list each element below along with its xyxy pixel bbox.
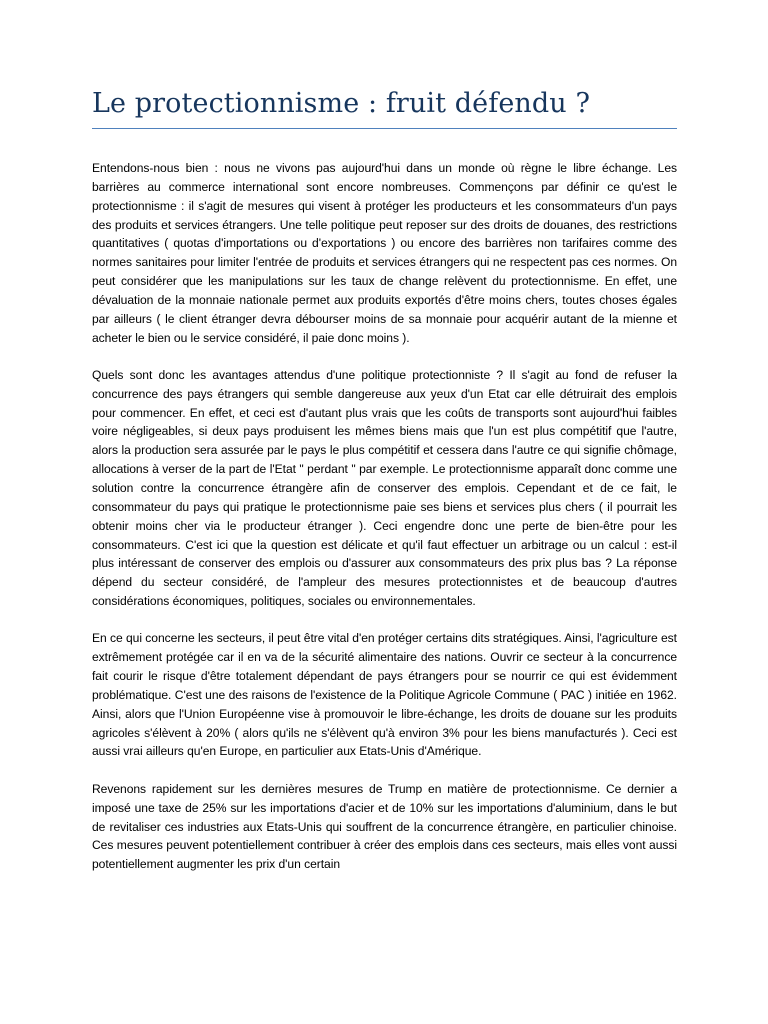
paragraph-definition: Entendons-nous bien : nous ne vivons pas aujourd'hui dans un monde où règne le libre échange. Les barrières au commerce international sont encore nombreuses. Commençons par définir ce qu'est le protectionnisme : il s'agit de mesures qui visent à protéger les producteurs et les consommateurs d'un pays des produits et services étrangers. Une telle politique peut reposer sur des droits de douanes, des restrictions quantitatives ( quotas d'importations ou d'exportations ) ou encore des barrières non tarifaires comme des normes sanitaires pour limiter l'entrée de produits et services étrangers qui ne respectent pas ces normes. On peut considérer que les manipulations sur les taux de change relèvent du protectionnisme. En effet, une dévaluation de la monnaie nationale permet aux produits exportés d'être moins chers, toutes choses égales par ailleurs ( le client étranger devra débourser moins de sa monnaie pour acquérir autant de la mienne et acheter le bien ou le service considéré, il paie donc moins ). <box>92 161 677 345</box>
paragraph-sectors: En ce qui concerne les secteurs, il peut être vital d'en protéger certains dits stratégiques. Ainsi, l'agriculture est extrêmement protégée car il en va de la sécurité alimentaire des nations. Ouvrir ce secteur à la concurrence fait courir le risque d'être totalement dépendant de pays étrangers pour se nourrir ce qui est évidemment problématique. C'est une des raisons de l'existence de la Politique Agricole Commune ( PAC ) initiée en 1962. Ainsi, alors que l'Union Européenne vise à promouvoir le libre-échange, les droits de douane sur les produits agricoles s'élèvent à 20% ( alors qu'ils ne s'élèvent qu'à environ 3% pour les biens manufacturés ). Ceci est aussi vrai ailleurs qu'en Europe, en particulier aux Etats-Unis d'Amérique. <box>92 631 677 759</box>
title-underline-divider <box>92 128 677 129</box>
paragraph-advantages: Quels sont donc les avantages attendus d'une politique protectionniste ? Il s'agit au fond de refuser la concurrence des pays étrangers qui semble dangereuse aux yeux d'un Etat car elle détruirait des emplois pour commencer. En effet, et ceci est d'autant plus vrais que les coûts de transports sont aujourd'hui faibles voire négligeables, si deux pays produisent les mêmes biens mais que l'un est plus compétitif que l'autre, alors la production sera assurée par le pays le plus compétitif et cessera dans l'autre ce qui signifie chômage, allocations à verser de la part de l'Etat " perdant " par exemple. Le protectionnisme apparaît donc comme une solution contre la concurrence étrangère afin de conserver des emplois. Cependant et de ce fait, le consommateur du pays qui pratique le protectionnisme paie ses biens et services plus chers ( il pourrait les obtenir moins cher via le producteur étranger ). Ceci engendre donc une perte de bien-être pour les consommateurs. C'est ici que la question est délicate et qu'il faut effectuer un arbitrage ou un calcul : est-il plus intéressant de conserver des emplois ou d'assurer aux consommateurs des prix plus bas ? La réponse dépend du secteur considéré, de l'ampleur des mesures protectionnistes et de beaucoup d'autres considérations économiques, politiques, sociales ou environnementales. <box>92 367 677 609</box>
document-page <box>92 86 677 893</box>
paragraph-trump-measures: Revenons rapidement sur les dernières mesures de Trump en matière de protectionnisme. Ce dernier a imposé une taxe de 25% sur les importations d'acier et de 10% sur les importations d'aluminium, dans le but de revitaliser ces industries aux Etats-Unis qui souffrent de la concurrence étrangère, en particulier chinoise. Ces mesures peuvent potentiellement contribuer à créer des emplois dans ces secteurs, mais elles vont aussi potentiellement augmenter les prix d'un certain <box>92 781 677 872</box>
document-title: Le protectionnisme : fruit défendu ? <box>92 88 591 119</box>
